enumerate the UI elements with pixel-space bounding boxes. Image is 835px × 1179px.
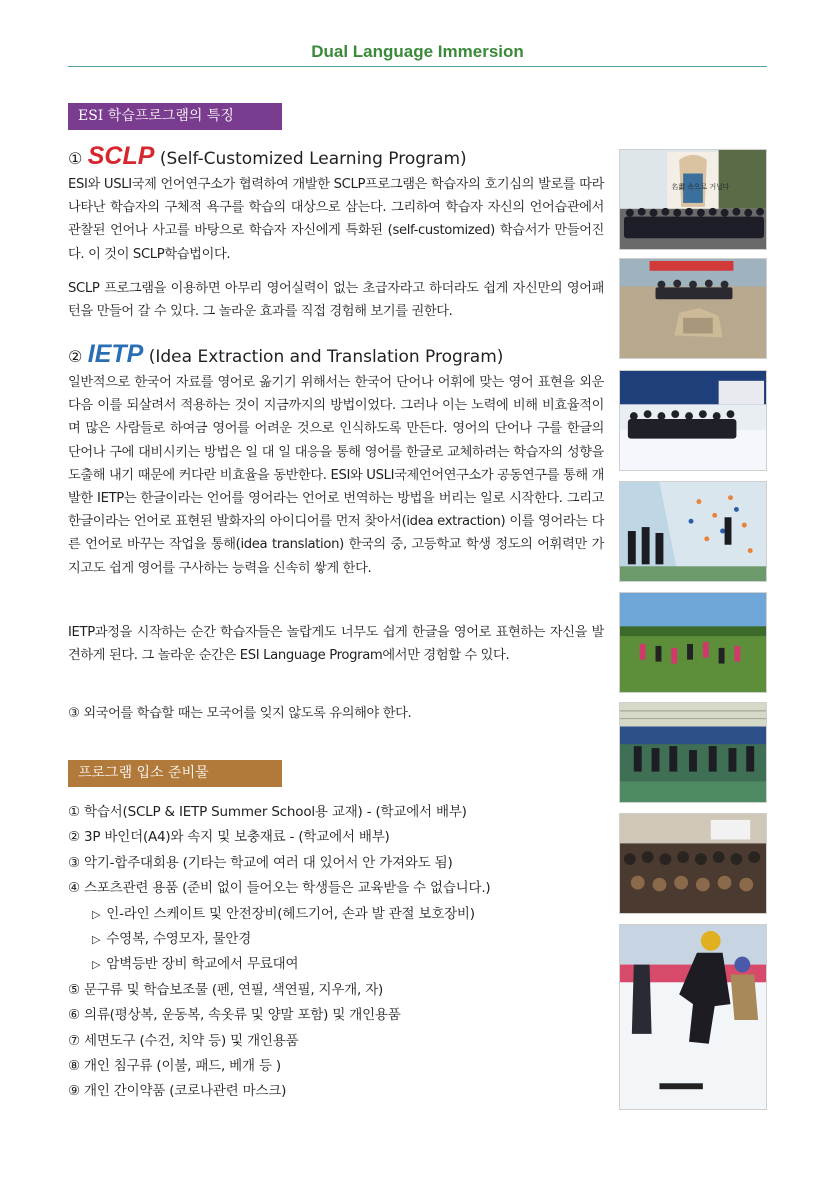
field-sports-photo bbox=[619, 592, 767, 693]
ietp-full-name: (Idea Extraction and Translation Program) bbox=[148, 347, 504, 367]
list-item: ② 3P 바인더(A4)와 속지 및 보충재료 - (학교에서 배부) bbox=[68, 829, 390, 846]
ietp-paragraph-2: IETP과정을 시작하는 순간 학습자들은 놀랍게도 너무도 쉽게 한글을 영어로 표현하는 자신을 발견하게 된다. 그 놀라운 순간은 ESI Language Program에서만 경험할 수 있다. bbox=[68, 625, 604, 664]
list-item: ⑥ 의류(평상복, 운동복, 속옷류 및 양말 포함) 및 개인용품 bbox=[68, 1007, 401, 1024]
supplies-list bbox=[68, 800, 608, 1105]
list-item: ⑧ 개인 침구류 (이불, 패드, 베개 등 ) bbox=[68, 1057, 281, 1074]
sclp-title bbox=[68, 142, 467, 170]
list-item: ⑦ 세면도구 (수건, 치약 등) 및 개인용품 bbox=[68, 1032, 299, 1049]
gym-activity-photo bbox=[619, 702, 767, 803]
header-divider bbox=[68, 66, 767, 67]
ietp-acronym: IETP bbox=[87, 340, 144, 368]
list-item: ③ 악기-합주대회용 (기타는 학교에 여러 대 있어서 안 가져와도 됨) bbox=[68, 854, 453, 871]
list-subitem-text: 인-라인 스케이트 및 안전장비(헤드기어, 손과 발 관절 보호장비) bbox=[106, 905, 475, 922]
ietp-title bbox=[68, 340, 504, 368]
list-subitem bbox=[68, 927, 608, 952]
sclp-paragraph-1: ESI와 USLI국제 언어연구소가 협력하여 개발한 SCLP프로그램은 학습자의 호기심의 발로를 따라 나타난 학습자의 구체적 욕구를 학습의 대상으로 삼는다. 그리하여 학습자 자신의 언어습관에서 관찰된 언어나 사고를 바탕으로 학습자 자신에게 특화된 (self-customized) 학습서가 만들어진다. 이 것이 SCLP학습법이다. bbox=[68, 177, 604, 262]
triangle-bullet-icon: ▷ bbox=[92, 958, 101, 972]
sclp-full-name: (Self-Customized Learning Program) bbox=[159, 149, 467, 169]
sclp-paragraph-2: SCLP 프로그램을 이용하면 아무리 영어실력이 없는 초급자라고 하더라도 쉽게 자신만의 영어패턴을 만들어 갈 수 있다. 그 놀라운 효과를 직접 경험해 보기를 권한다. bbox=[68, 281, 604, 320]
ietp-number: ② bbox=[68, 347, 83, 366]
sclp-number: ① bbox=[68, 149, 83, 168]
page-header-title: Dual Language Immersion bbox=[311, 42, 524, 61]
section-label-supplies: 프로그램 입소 준비물 bbox=[68, 760, 282, 787]
list-item: ⑤ 문구류 및 학습보조물 (펜, 연필, 색연필, 지우개, 자) bbox=[68, 981, 384, 998]
list-subitem-text: 암벽등반 장비 학교에서 무료대여 bbox=[106, 956, 299, 973]
point-3-text: ③ 외국어를 학습할 때는 모국어를 잊지 않도록 유의해야 한다. bbox=[68, 706, 412, 721]
list-subitem bbox=[68, 902, 608, 927]
list-subitem-text: 수영복, 수영모자, 물안경 bbox=[106, 930, 252, 947]
triangle-bullet-icon: ▷ bbox=[92, 932, 101, 946]
ice-skating-photo bbox=[619, 924, 767, 1110]
list-subitem bbox=[68, 952, 608, 977]
list-item: ④ 스포츠관련 용품 (준비 없이 들어오는 학생들은 교육받을 수 없습니다.) bbox=[68, 880, 491, 897]
climbing-wall-photo bbox=[619, 481, 767, 582]
triangle-bullet-icon: ▷ bbox=[92, 907, 101, 921]
list-item: ① 학습서(SCLP & IETP Summer School용 교재) - (학교에서 배부) bbox=[68, 804, 467, 820]
section-label-features: ESI 학습프로그램의 특징 bbox=[68, 103, 282, 130]
ietp-paragraph-1: 일반적으로 한국어 자료를 영어로 옮기기 위해서는 한국어 단어나 어휘에 맞는 영어 표현을 외운 다음 이를 되살려서 적용하는 것이 지금까지의 방법이었다. 그러나 이는 노력에 비해 비효율적이며 많은 사람들로 하여금 영어를 어려운 것으로 인식하도록 만든다. 영어의 단어나 구를 한글의 단어나 구에 대비시키는 방법은 일 대 일 대응을 통해 영어를 한글로 교체하려는 학습자의 성향을 도출해 내기 때문에 커다란 비효율을 동반한다. ESI와 USLI국제언어연구소가 공동연구를 통해 개발한 IETP는 한글이라는 언어를 영어라는 언어로 번역하는 방법을 버리는 일로 시작한다. 그리고 한글이라는 언어로 표현된 발화자의 아이디어를 먼저 찾아서(idea extraction) 이를 영어라는 다른 언어로 바꾸는 작업을 통해(idea translation) 한국의 중, 고등학교 학생 정도의 어휘력만 가지고도 쉽게 영어를 구사하는 능력을 신속히 쌓게 한다. bbox=[68, 375, 604, 576]
ice-rink-group-photo bbox=[619, 370, 767, 471]
group-photo-statue bbox=[619, 149, 767, 250]
audience-hall-photo bbox=[619, 813, 767, 914]
statue-sign-text: 名畵 속으로 거닐다 bbox=[671, 183, 730, 192]
list-item: ⑨ 개인 간이약품 (코로나관련 마스크) bbox=[68, 1083, 287, 1100]
sclp-acronym: SCLP bbox=[87, 142, 155, 170]
beach-sandcastle-photo bbox=[619, 258, 767, 359]
